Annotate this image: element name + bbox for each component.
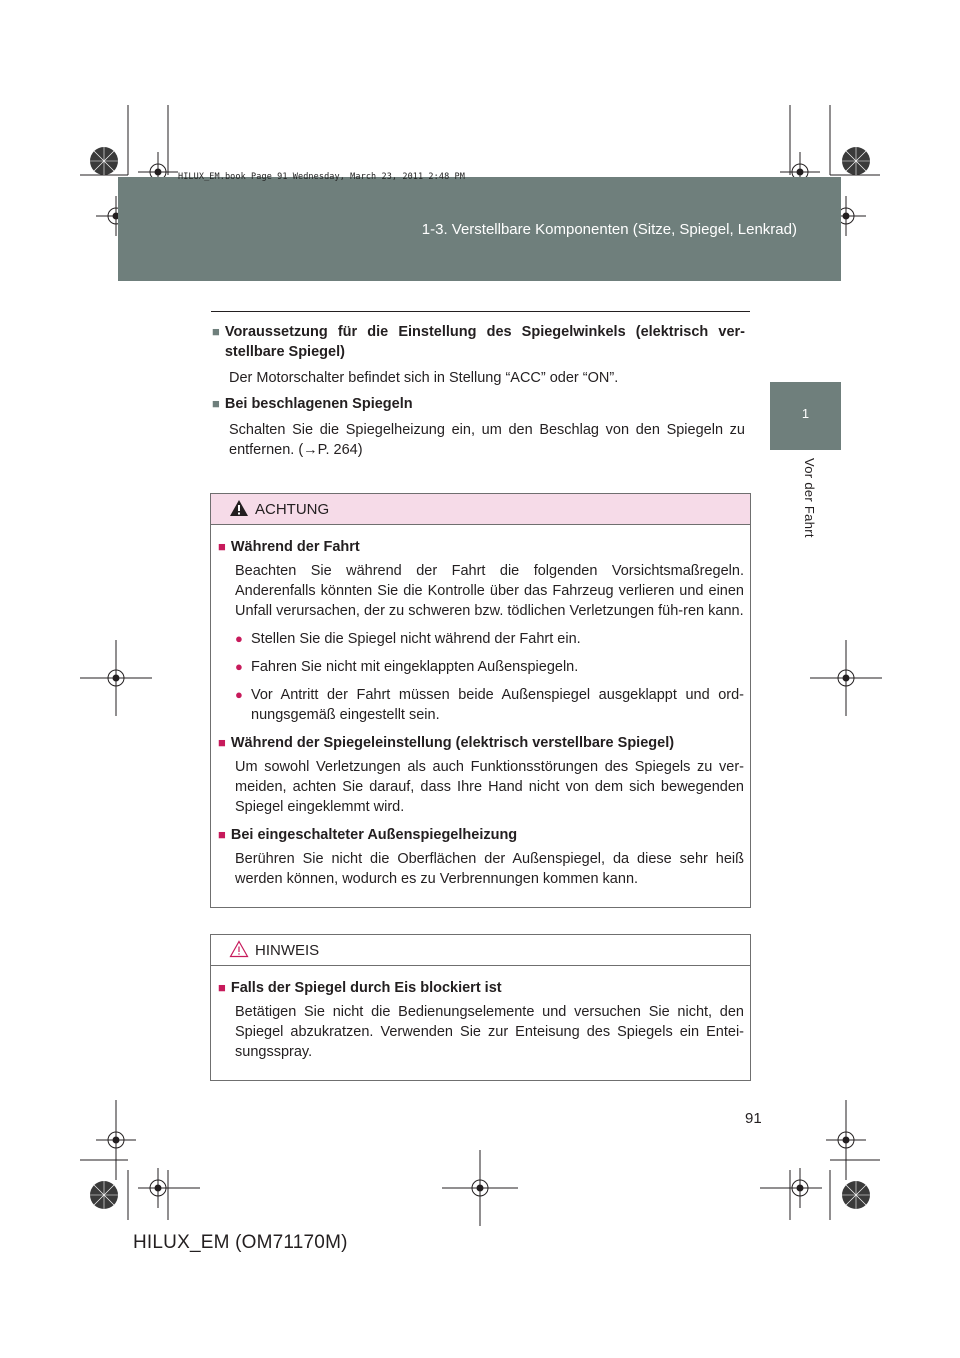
list-item: ● Fahren Sie nicht mit eingeklappten Außenspiegeln. [235,659,579,675]
warning-text-3: Berühren Sie nicht die Oberflächen der Außenspiegel, da diese sehr heiß werden können, wodurch es zu Verbrennungen kommen kann. [235,851,744,887]
square-bullet-icon: ■ [218,827,226,842]
notice-body [211,966,750,1080]
outline-triangle-icon [229,940,249,958]
header-band [118,177,841,281]
square-bullet-icon: ■ [212,396,220,411]
notice-title: HINWEIS [255,942,320,959]
chapter-tab: 1 [770,382,841,450]
dot-bullet-icon: ● [235,659,243,674]
manual-code: HILUX_EM (OM71170M) [133,1232,348,1253]
square-bullet-icon: ■ [218,980,226,995]
warning-body [211,525,750,907]
section-rule [211,311,750,312]
dot-bullet-icon: ● [235,687,243,702]
warning-header [211,494,750,525]
intro-section [212,322,745,466]
square-bullet-icon: ■ [218,539,226,554]
chapter-label: Vor der Fahrt [802,458,817,538]
warning-box [210,493,751,908]
book-stamp: HILUX_EM.book Page 91 Wednesday, March 23, 2011 2:48 PM [178,172,465,182]
intro-heading-2: ■ Bei beschlagenen Spiegeln [212,396,413,412]
list-item: ● Stellen Sie die Spiegel nicht während der Fahrt ein. [235,631,581,647]
page-number: 91 [745,1110,762,1127]
warning-text-1: Beachten Sie während der Fahrt die folgenden Vorsichtsmaßregeln. Anderenfalls könnten Sie die Kontrolle über das Fahrzeug verlieren und einen Unfall verursachen, der zu schweren bzw. tödlichen Verletzungen füh-ren kann. [235,563,744,619]
intro-text-2: Schalten Sie die Spiegelheizung ein, um den Beschlag von den Spiegeln zu entfernen. (→P. 264) [229,422,745,458]
notice-text-1: Betätigen Sie nicht die Bedienungselemente und versuchen Sie nicht, den Spiegel abzukratzen. Verwenden Sie zur Enteisung des Spiegels ein Entei-sungsspray. [235,1004,744,1060]
warning-text-2: Um sowohl Verletzungen als auch Funktionsstörungen des Spiegels zu ver-meiden, achten Sie darauf, dass Ihre Hand nicht von dem sich bewegenden Spiegel eingeklemmt wird. [235,759,744,815]
notice-header [211,935,750,966]
intro-text-1: Der Motorschalter befindet sich in Stellung “ACC” oder “ON”. [229,370,619,386]
warning-heading-1: ■ Während der Fahrt [218,539,360,555]
square-bullet-icon: ■ [212,324,220,339]
square-bullet-icon: ■ [218,735,226,750]
dot-bullet-icon: ● [235,631,243,646]
intro-heading-1: ■ Voraussetzung für die Einstellung des Spiegelwinkels (elektrisch ver-stellbare Spiegel) [212,324,745,360]
warning-heading-2: ■ Während der Spiegeleinstellung (elektrisch verstellbare Spiegel) [218,735,675,751]
notice-heading-1: ■ Falls der Spiegel durch Eis blockiert ist [218,980,502,996]
section-title: 1-3. Verstellbare Komponenten (Sitze, Spiegel, Lenkrad) [421,221,797,238]
warning-triangle-icon [229,499,249,517]
list-item: ● Vor Antritt der Fahrt müssen beide Außenspiegel ausgeklappt und ord-nungsgemäß eingestellt sein. [235,687,744,723]
notice-box [210,934,751,1081]
warning-heading-3: ■ Bei eingeschalteter Außenspiegelheizung [218,827,518,843]
warning-title: ACHTUNG [255,501,330,518]
